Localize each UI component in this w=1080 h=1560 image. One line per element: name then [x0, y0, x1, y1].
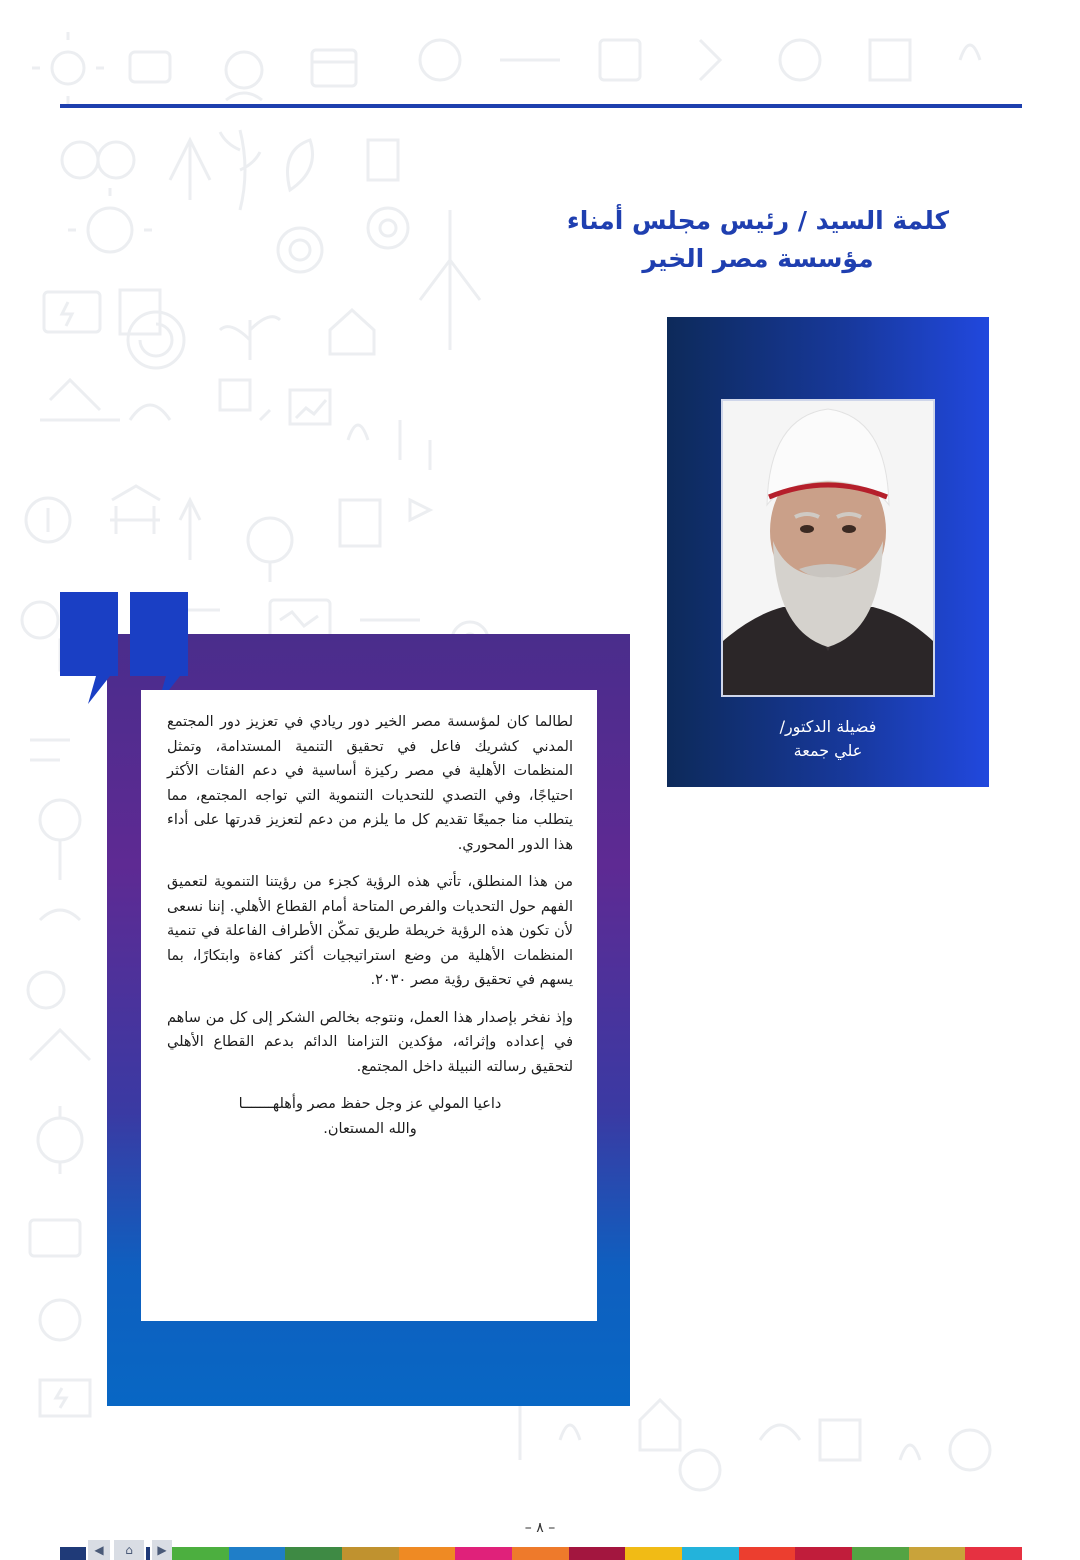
- color-strip-segment: [795, 1547, 852, 1560]
- color-strip-segment: [399, 1547, 456, 1560]
- nav-block: [60, 1547, 86, 1560]
- home-button[interactable]: [114, 1540, 144, 1560]
- color-strip-segment: [965, 1547, 1022, 1560]
- color-strip-segment: [285, 1547, 342, 1560]
- color-strip-segment: [739, 1547, 796, 1560]
- message-closing: [167, 1092, 573, 1141]
- portrait-illustration: [723, 401, 933, 695]
- message-card: [141, 690, 597, 1321]
- page-number: – ٨ –: [524, 1520, 556, 1536]
- next-page-button[interactable]: [152, 1540, 172, 1560]
- color-strip-segment: [682, 1547, 739, 1560]
- arrow-right-icon: ▶: [157, 1543, 167, 1557]
- prev-page-button[interactable]: [88, 1540, 110, 1560]
- portrait-photo: [721, 399, 935, 697]
- quote-icon: [60, 592, 194, 704]
- portrait-caption: [667, 715, 989, 763]
- message-paragraph-1: لطالما كان لمؤسسة مصر الخير دور ريادي في تعزيز دور المجتمع المدني كشريك فاعل في تحقيق التنمية المستدامة، وتمثل المنظمات الأهلية في مصر ركيزة أساسية في دعم الفئات الأكثر احتياجًا، وفي التصدي للتحديات التنموية التي تواجه المجتمع، مما يتطلب منا جميعًا تقديم كل ما يلزم من دعم لتعزيز قدرتها على أداء هذا الدور المحوري.: [167, 714, 573, 853]
- home-icon: ⌂: [125, 1543, 133, 1557]
- message-paragraph-2: من هذا المنطلق، تأتي هذه الرؤية كجزء من رؤيتنا التنموية لتعميق الفهم حول التحديات والفرص المتاحة أمام القطاع الأهلي. إننا نسعى لأن تكون هذه الرؤية خريطة طريق تمكّن الأطراف الفاعلة في تنمية المنظمات الأهلية من وضع استراتيجيات أكثر كفاءة وابتكارًا، بما يسهم في تحقيق رؤية مصر ٢٠٣٠.: [167, 874, 573, 988]
- closing-line-2: والله المستعان.: [323, 1120, 417, 1137]
- color-strip-segment: [172, 1547, 229, 1560]
- portrait-panel: [667, 317, 989, 787]
- page-heading: [498, 202, 1018, 278]
- arrow-left-icon: ◀: [94, 1543, 104, 1557]
- color-strip-segment: [342, 1547, 399, 1560]
- color-strip-segment: [852, 1547, 909, 1560]
- message-paragraph-3: وإذ نفخر بإصدار هذا العمل، ونتوجه بخالص الشكر إلى كل من ساهم في إعداده وإثرائه، مؤكدين التزامنا الدائم بدعم القطاع الأهلي لتحقيق رسالته النبيلة داخل المجتمع.: [167, 1009, 573, 1075]
- message-body: [167, 710, 573, 1141]
- caption-title: فضيلة الدكتور/: [779, 717, 877, 736]
- color-strip-segment: [909, 1547, 966, 1560]
- footer-color-strip: [172, 1547, 1022, 1560]
- caption-name: علي جمعة: [793, 741, 863, 760]
- color-strip-segment: [625, 1547, 682, 1560]
- closing-line-1: داعيا المولي عز وجل حفظ مصر وأهلهـــــــا: [238, 1096, 502, 1112]
- color-strip-segment: [512, 1547, 569, 1560]
- color-strip-segment: [569, 1547, 626, 1560]
- top-rule: [60, 104, 1022, 108]
- color-strip-segment: [455, 1547, 512, 1560]
- heading-line-1: كلمة السيد / رئيس مجلس أمناء: [566, 206, 950, 235]
- heading-line-2: مؤسسة مصر الخير: [642, 244, 874, 273]
- color-strip-segment: [229, 1547, 286, 1560]
- nav-separator: [146, 1547, 150, 1560]
